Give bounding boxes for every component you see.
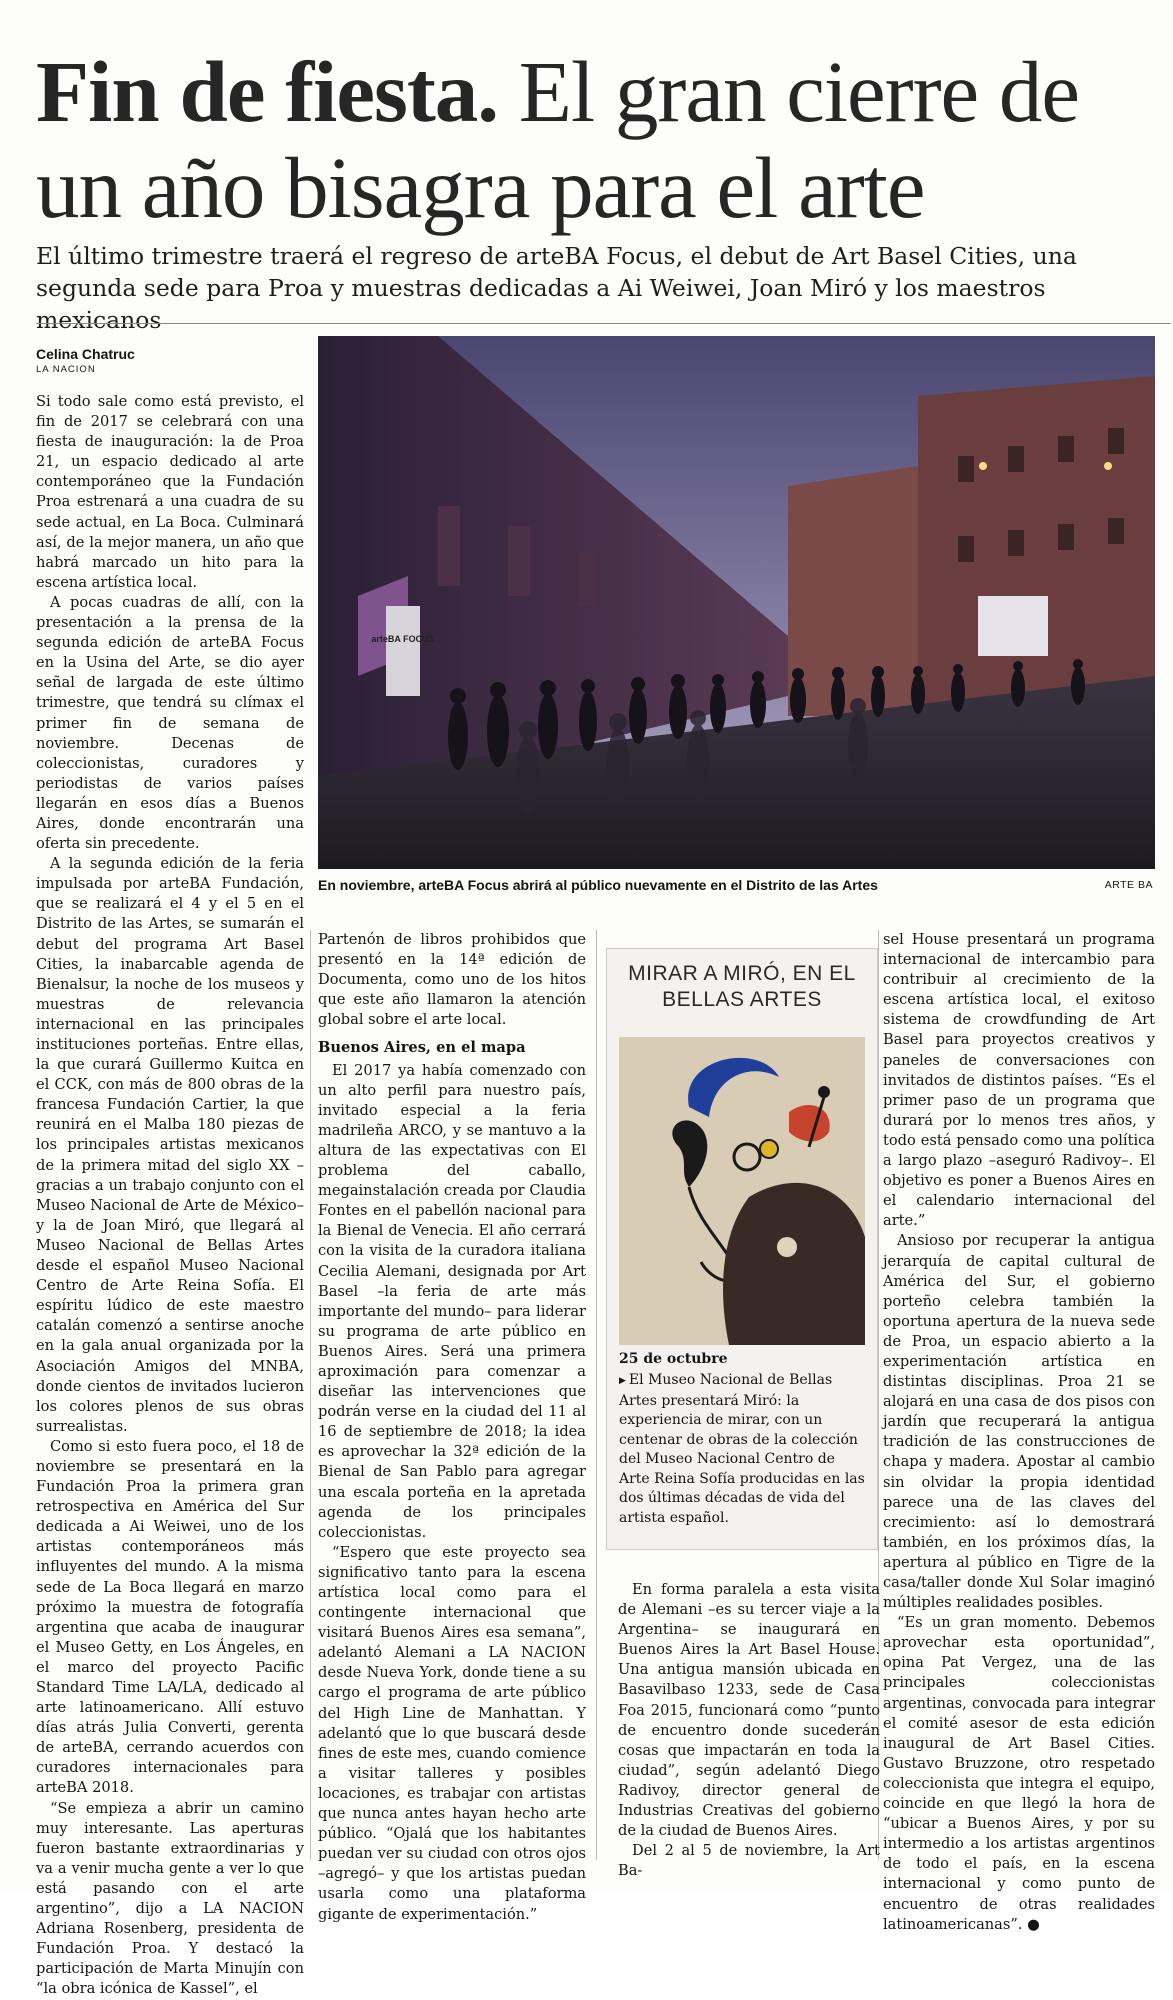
event-photo-illustration: [318, 336, 1155, 869]
paragraph: “Se empieza a abrir un camino muy interesante. Las aperturas fueron bastante extraordinarias y va a venir mucha gente a ver lo que está pasando con el arte argentino”, dijo a LA NACION Adriana Rosenberg, presidenta de Fundación Proa. Y destacó la participación de Marta Minujín con “la obra icónica de Kassel”, el: [36, 1799, 304, 1998]
byline-author: Celina Chatruc: [36, 346, 135, 362]
photo-caption: En noviembre, arteBA Focus abrirá al público nuevamente en el Distrito de las Artes: [318, 877, 878, 893]
sidebar-title: MIRAR A MIRÓ, EN EL BELLAS ARTES: [628, 962, 856, 1011]
paragraph: “Espero que este proyecto sea significativo tanto para la escena artística local como para el contingente internacional que visitará Buenos Aires esa semana”, adelantó Alemani a LA NACION desde Nueva York, donde tiene a su cargo el programa de arte público del High Line de Manhattan. Y adelantó que lo que buscará desde fines de este mes, cuando comience a visitar talleres y posibles locaciones, es trabajar con artistas que nunca antes hayan hecho arte público. “Ojalá que los habitantes puedan ver su ciudad con otros ojos –agregó– y que los artistas puedan usarla como una plataforma gigante de experimentación.”: [318, 1543, 586, 1923]
sidebar-text: [619, 1371, 865, 1528]
column-4: [883, 930, 1155, 1935]
sidebar-box: [606, 948, 878, 1550]
headline-bold: Fin de fiesta.: [36, 43, 499, 140]
column-separator: [310, 930, 311, 1860]
miro-artwork-illustration: [619, 1037, 865, 1345]
section-heading: Buenos Aires, en el mapa: [318, 1039, 526, 1057]
event-photo: [318, 336, 1155, 869]
paragraph: sel House presentará un programa internacional de intercambio para contribuir al crecimiento de la escena artística local, el exitoso sistema de crowdfunding de Art Basel para proyectos creativos y paneles de conversaciones con invitados de distintos países. “Es el primer paso de un programa que durará por lo menos tres años, y todo está pensado como una política a largo plazo –aseguró Radivoy–. El objetivo es poner a Buenos Aires en el calendario internacional del arte.”: [883, 931, 1155, 1230]
paragraph: A la segunda edición de la feria impulsada por arteBA Fundación, que se realizará el 4 y el 5 en el Distrito de las Artes, se sumarán el debut del programa Art Basel Cities, la inabarcable agenda de Bienalsur, la noche de los museos y muestras de relevancia internacional en las principales instituciones porteñas. Entre ellas, la que curará Guillermo Kuitca en el CCK, con más de 800 obras de la francesa Fundación Cartier, la que reunirá en el Malba 180 piezas de los principales artistas mexicanos de la primera mitad del siglo XX –gracias a un trabajo conjunto con el Museo Nacional de Arte de México– y la de Joan Miró, que llegará al Museo Nacional de Bellas Artes desde el español Museo Nacional Centro de Arte Reina Sofía. El espíritu lúdico de este maestro catalán comenzó a sentirse anoche en la gala anual organizada por la Asociación Amigos del MNBA, donde cientos de invitados lucieron los colores plenos de sus obras surrealistas.: [36, 855, 304, 1435]
miro-artwork: [619, 1037, 865, 1345]
headline: [36, 44, 1146, 236]
photo-credit: ARTE BA: [1104, 879, 1153, 891]
paragraph: “Es un gran momento. Debemos aprovechar esta oportunidad”, opina Pat Vergez, una de las principales coleccionistas argentinas, convocada para integrar el comité asesor de esta edición inaugural de Art Basel Cities. Gustavo Bruzzone, otro respetado coleccionista que integra el equipo, coincide en que llegó la hora de “ubicar a Buenos Aires, y por su intermedio a los artistas argentinos de todo el país, en la escena internacional y como punto de encuentro de otras realidades latinoamericanas”. ●: [883, 1614, 1155, 1933]
sidebar-date: 25 de octubre: [619, 1351, 728, 1367]
triangle-bullet-icon: ▶: [619, 1376, 626, 1386]
paragraph: En forma paralela a esta visita de Alemani –es su tercer viaje a la Argentina– se inaugurará en Buenos Aires la Art Basel House. Una antigua mansión ubicada en Basavilbaso 1233, sede de Casa Foa 2015, funcionará como “punto de encuentro donde sucederán cosas que impactarán en toda la ciudad”, según adelantó Diego Radivoy, director general de Industrias Creativas del gobierno de la ciudad de Buenos Aires.: [618, 1581, 880, 1840]
column-1: [36, 392, 304, 2000]
byline-outlet: LA NACION: [36, 364, 96, 375]
column-2: [318, 930, 586, 1925]
paragraph: Si todo sale como está previsto, el fin de 2017 se celebrará con una fiesta de inauguración: la de Proa 21, un espacio dedicado al arte contemporáneo que la Fundación Proa estrenará a una cuadra de su sede actual, en La Boca. Culminará así, de la mejor manera, un año que habrá marcado un hito para la escena artística local.: [36, 393, 304, 591]
paragraph: Del 2 al 5 de noviembre, la Art Ba-: [618, 1842, 880, 1880]
divider-rule: [36, 323, 1171, 324]
byline: [36, 346, 306, 375]
paragraph: A pocas cuadras de allí, con la presentación a la prensa de la segunda edición de arteBA Focus en la Usina del Arte, se dio ayer señal de largada de este último trimestre, que tendrá su clímax el primer fin de semana de noviembre. Decenas de coleccionistas, curadores y periodistas de varios países llegarán en esos días a Buenos Aires, donde encontrarán una oferta sin precedente.: [36, 593, 304, 853]
column-3: [618, 1580, 880, 1881]
headline-rest: El gran cierre de un año bisagra para el arte: [36, 43, 1080, 236]
banner-text: arteBA FOCUS: [371, 634, 435, 644]
paragraph: Ansioso por recuperar la antigua jerarquía de capital cultural de América del Sur, el gobierno porteño celebra también la oportuna apertura de la nueva sede de Proa, un espacio abierto a la experimentación artística en distintas disciplinas. Proa 21 se alojará en una casa de dos pisos con jardín que recuperará la antigua tradición de las construcciones de chapa y madera. Apostar al cambio sin olvidar la propia identidad parece una de las claves del crecimiento: así lo demostrará también, en los próximos días, la apertura al público en Tigre de la casa/taller donde Xul Solar imaginó múltiples realidades posibles.: [883, 1232, 1155, 1612]
column-separator: [596, 930, 597, 1860]
subheadline: El último trimestre traerá el regreso de arteBA Focus, el debut de Art Basel Cities, una segunda sede para Proa y muestras dedicadas a Ai Weiwei, Joan Miró y los maestros mexicanos: [36, 242, 1077, 334]
paragraph: Partenón de libros prohibidos que presentó en la 14ª edición de Documenta, como uno de los hitos que este año llamaron la atención global sobre el arte local.: [318, 931, 586, 1029]
paragraph: Como si esto fuera poco, el 18 de noviembre se presentará en la Fundación Proa la primera gran retrospectiva en América del Sur dedicada a Ai Weiwei, uno de los artistas contemporáneos más influyentes del mundo. A la misma sede de La Boca llegará en marzo próximo la muestra de fotografía argentina que acaba de inaugurar el Museo Getty, en Los Ángeles, en el marco del proyecto Pacific Standard Time LA/LA, dedicado al arte latinoamericano. Allí estuvo días atrás Julia Converti, gerenta de arteBA, cerrando acuerdos con curadores internacionales para arteBA 2018.: [36, 1437, 304, 1797]
sidebar-body: El Museo Nacional de Bellas Artes presentará Miró: la experiencia de mirar, con un centenar de obras de la colección del Museo Nacional Centro de Arte Reina Sofía producidas en las dos últimas décadas de vida del artista español.: [619, 1372, 865, 1526]
paragraph: El 2017 ya había comenzado con un alto perfil para nuestro país, invitado especial a la feria madrileña ARCO, y se mantuvo a la altura de las expectativas con El problema del caballo, megainstalación creada por Claudia Fontes en el pabellón nacional para la Bienal de Venecia. El año cerrará con la visita de la curadora italiana Cecilia Alemani, designada por Art Basel –la feria de arte más importante del mundo– para liderar su programa de arte público en Buenos Aires. Será una primera aproximación para comenzar a diseñar las intervenciones que podrán verse en la ciudad del 11 al 16 de septiembre de 2018; la idea es aprovechar la 32ª edición de la Bienal de San Pablo para agregar una escala porteña en la apretada agenda de los principales coleccionistas.: [318, 1061, 586, 1541]
